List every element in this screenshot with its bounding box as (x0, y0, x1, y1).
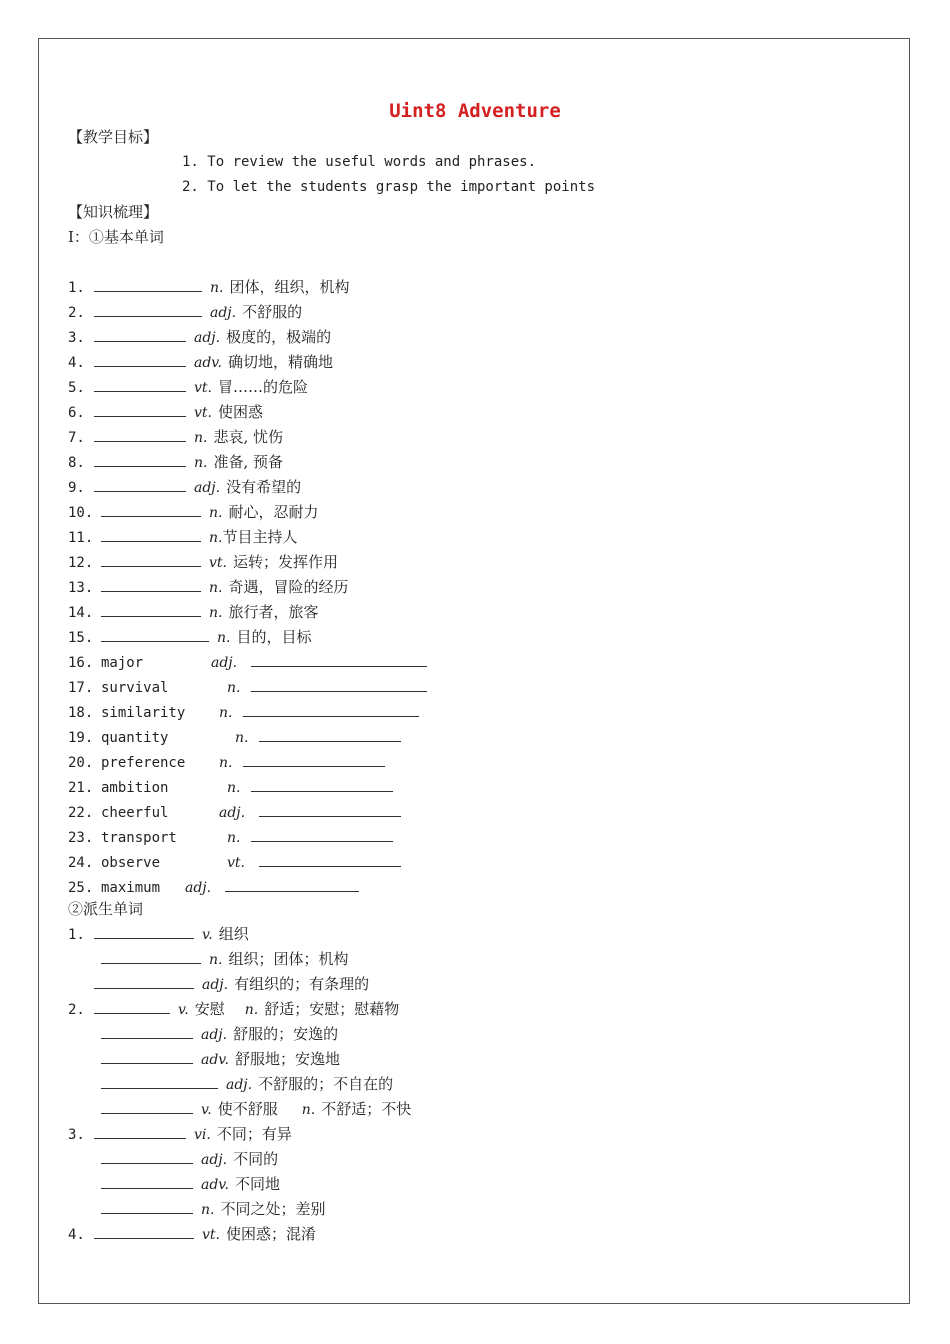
answer-blank[interactable] (101, 949, 201, 964)
answer-blank[interactable] (94, 999, 170, 1014)
answer-blank[interactable] (243, 702, 419, 717)
answer-blank[interactable] (94, 924, 194, 939)
answer-blank[interactable] (101, 602, 201, 617)
list-item: 12. vt. 运转；发挥作用 (68, 553, 339, 571)
answer-blank[interactable] (94, 327, 186, 342)
answer-blank[interactable] (101, 502, 201, 517)
list-item: 23. transport n. (68, 825, 401, 849)
answer-blank[interactable] (101, 627, 209, 642)
list-item: adj. 不同的 (101, 1147, 278, 1171)
list-item: 18. similarity n. (68, 700, 427, 724)
list-item: 15. n. 目的，目标 (68, 628, 312, 646)
answer-blank[interactable] (101, 552, 201, 567)
answer-blank[interactable] (94, 402, 186, 417)
answer-blank[interactable] (101, 1174, 193, 1189)
answer-blank[interactable] (251, 827, 393, 842)
list-item: 3. vi. 不同；有异 (68, 1125, 292, 1143)
list-item: 2. adj. 不舒服的 (68, 303, 303, 321)
list-item: 8. n. 准备, 预备 (68, 453, 284, 471)
list-item: 16. major adj. (68, 650, 435, 674)
list-item: adj. 有组织的；有条理的 (94, 972, 369, 996)
list-item: 14. n. 旅行者，旅客 (68, 603, 319, 621)
list-item: 22. cheerful adj. (68, 800, 409, 824)
list-item: v. 使不舒服 n. 不舒适；不快 (101, 1097, 411, 1121)
answer-blank[interactable] (94, 302, 202, 317)
list-item: 4. adv. 确切地，精确地 (68, 353, 334, 371)
basic-words-header: I：①基本单词 (68, 228, 164, 246)
answer-blank[interactable] (251, 677, 427, 692)
list-item: 7. n. 悲哀, 忧伤 (68, 428, 284, 446)
answer-blank[interactable] (225, 877, 359, 892)
answer-blank[interactable] (101, 1149, 193, 1164)
list-item: adv. 舒服地；安逸地 (101, 1047, 340, 1071)
answer-blank[interactable] (259, 727, 401, 742)
page-title: Uint8 Adventure (389, 100, 561, 122)
list-item: 4. vt. 使困惑；混淆 (68, 1225, 317, 1243)
knowledge-header: 【知识梳理】 (68, 203, 159, 221)
list-item: 11. n.节目主持人 (68, 528, 298, 546)
answer-blank[interactable] (94, 452, 186, 467)
list-item: n. 不同之处；差别 (101, 1197, 325, 1221)
answer-blank[interactable] (94, 277, 202, 292)
list-item: 21. ambition n. (68, 775, 401, 799)
answer-blank[interactable] (94, 1224, 194, 1239)
objectives-header: 【教学目标】 (68, 128, 159, 146)
answer-blank[interactable] (251, 652, 427, 667)
answer-blank[interactable] (101, 1024, 193, 1039)
answer-blank[interactable] (101, 577, 201, 592)
list-item: 2. v. 安慰 n. 舒适；安慰；慰藉物 (68, 1000, 400, 1018)
answer-blank[interactable] (243, 752, 385, 767)
objective-2: 2. To let the students grasp the important points (182, 179, 596, 195)
list-item: 25. maximum adj. (68, 875, 367, 899)
answer-blank[interactable] (259, 852, 401, 867)
answer-blank[interactable] (94, 352, 186, 367)
answer-blank[interactable] (251, 777, 393, 792)
answer-blank[interactable] (101, 527, 201, 542)
list-item: 17. survival n. (68, 675, 435, 699)
answer-blank[interactable] (101, 1074, 218, 1089)
list-item: 1. n. 团体，组织，机构 (68, 278, 350, 296)
list-item: 13. n. 奇遇，冒险的经历 (68, 578, 349, 596)
answer-blank[interactable] (94, 427, 186, 442)
list-item: 19. quantity n. (68, 725, 409, 749)
objective-1: 1. To review the useful words and phrases. (182, 154, 537, 170)
answer-blank[interactable] (101, 1099, 193, 1114)
answer-blank[interactable] (94, 477, 186, 492)
answer-blank[interactable] (259, 802, 401, 817)
answer-blank[interactable] (94, 1124, 186, 1139)
list-item: adv. 不同地 (101, 1172, 280, 1196)
list-item: 24. observe vt. (68, 850, 409, 874)
list-item: 10. n. 耐心，忍耐力 (68, 503, 319, 521)
list-item: adj. 不舒服的；不自在的 (101, 1072, 393, 1096)
list-item: 5. vt. 冒……的危险 (68, 378, 309, 396)
answer-blank[interactable] (101, 1049, 193, 1064)
answer-blank[interactable] (101, 1199, 193, 1214)
answer-blank[interactable] (94, 974, 194, 989)
list-item: 3. adj. 极度的，极端的 (68, 328, 332, 346)
list-item: 20. preference n. (68, 750, 393, 774)
list-item: 6. vt. 使困惑 (68, 403, 264, 421)
list-item: n. 组织；团体；机构 (101, 947, 348, 971)
list-item: 9. adj. 没有希望的 (68, 478, 302, 496)
derived-words-header: ②派生单词 (68, 900, 144, 918)
answer-blank[interactable] (94, 377, 186, 392)
list-item: 1. v. 组织 (68, 925, 249, 943)
list-item: adj. 舒服的；安逸的 (101, 1022, 338, 1046)
